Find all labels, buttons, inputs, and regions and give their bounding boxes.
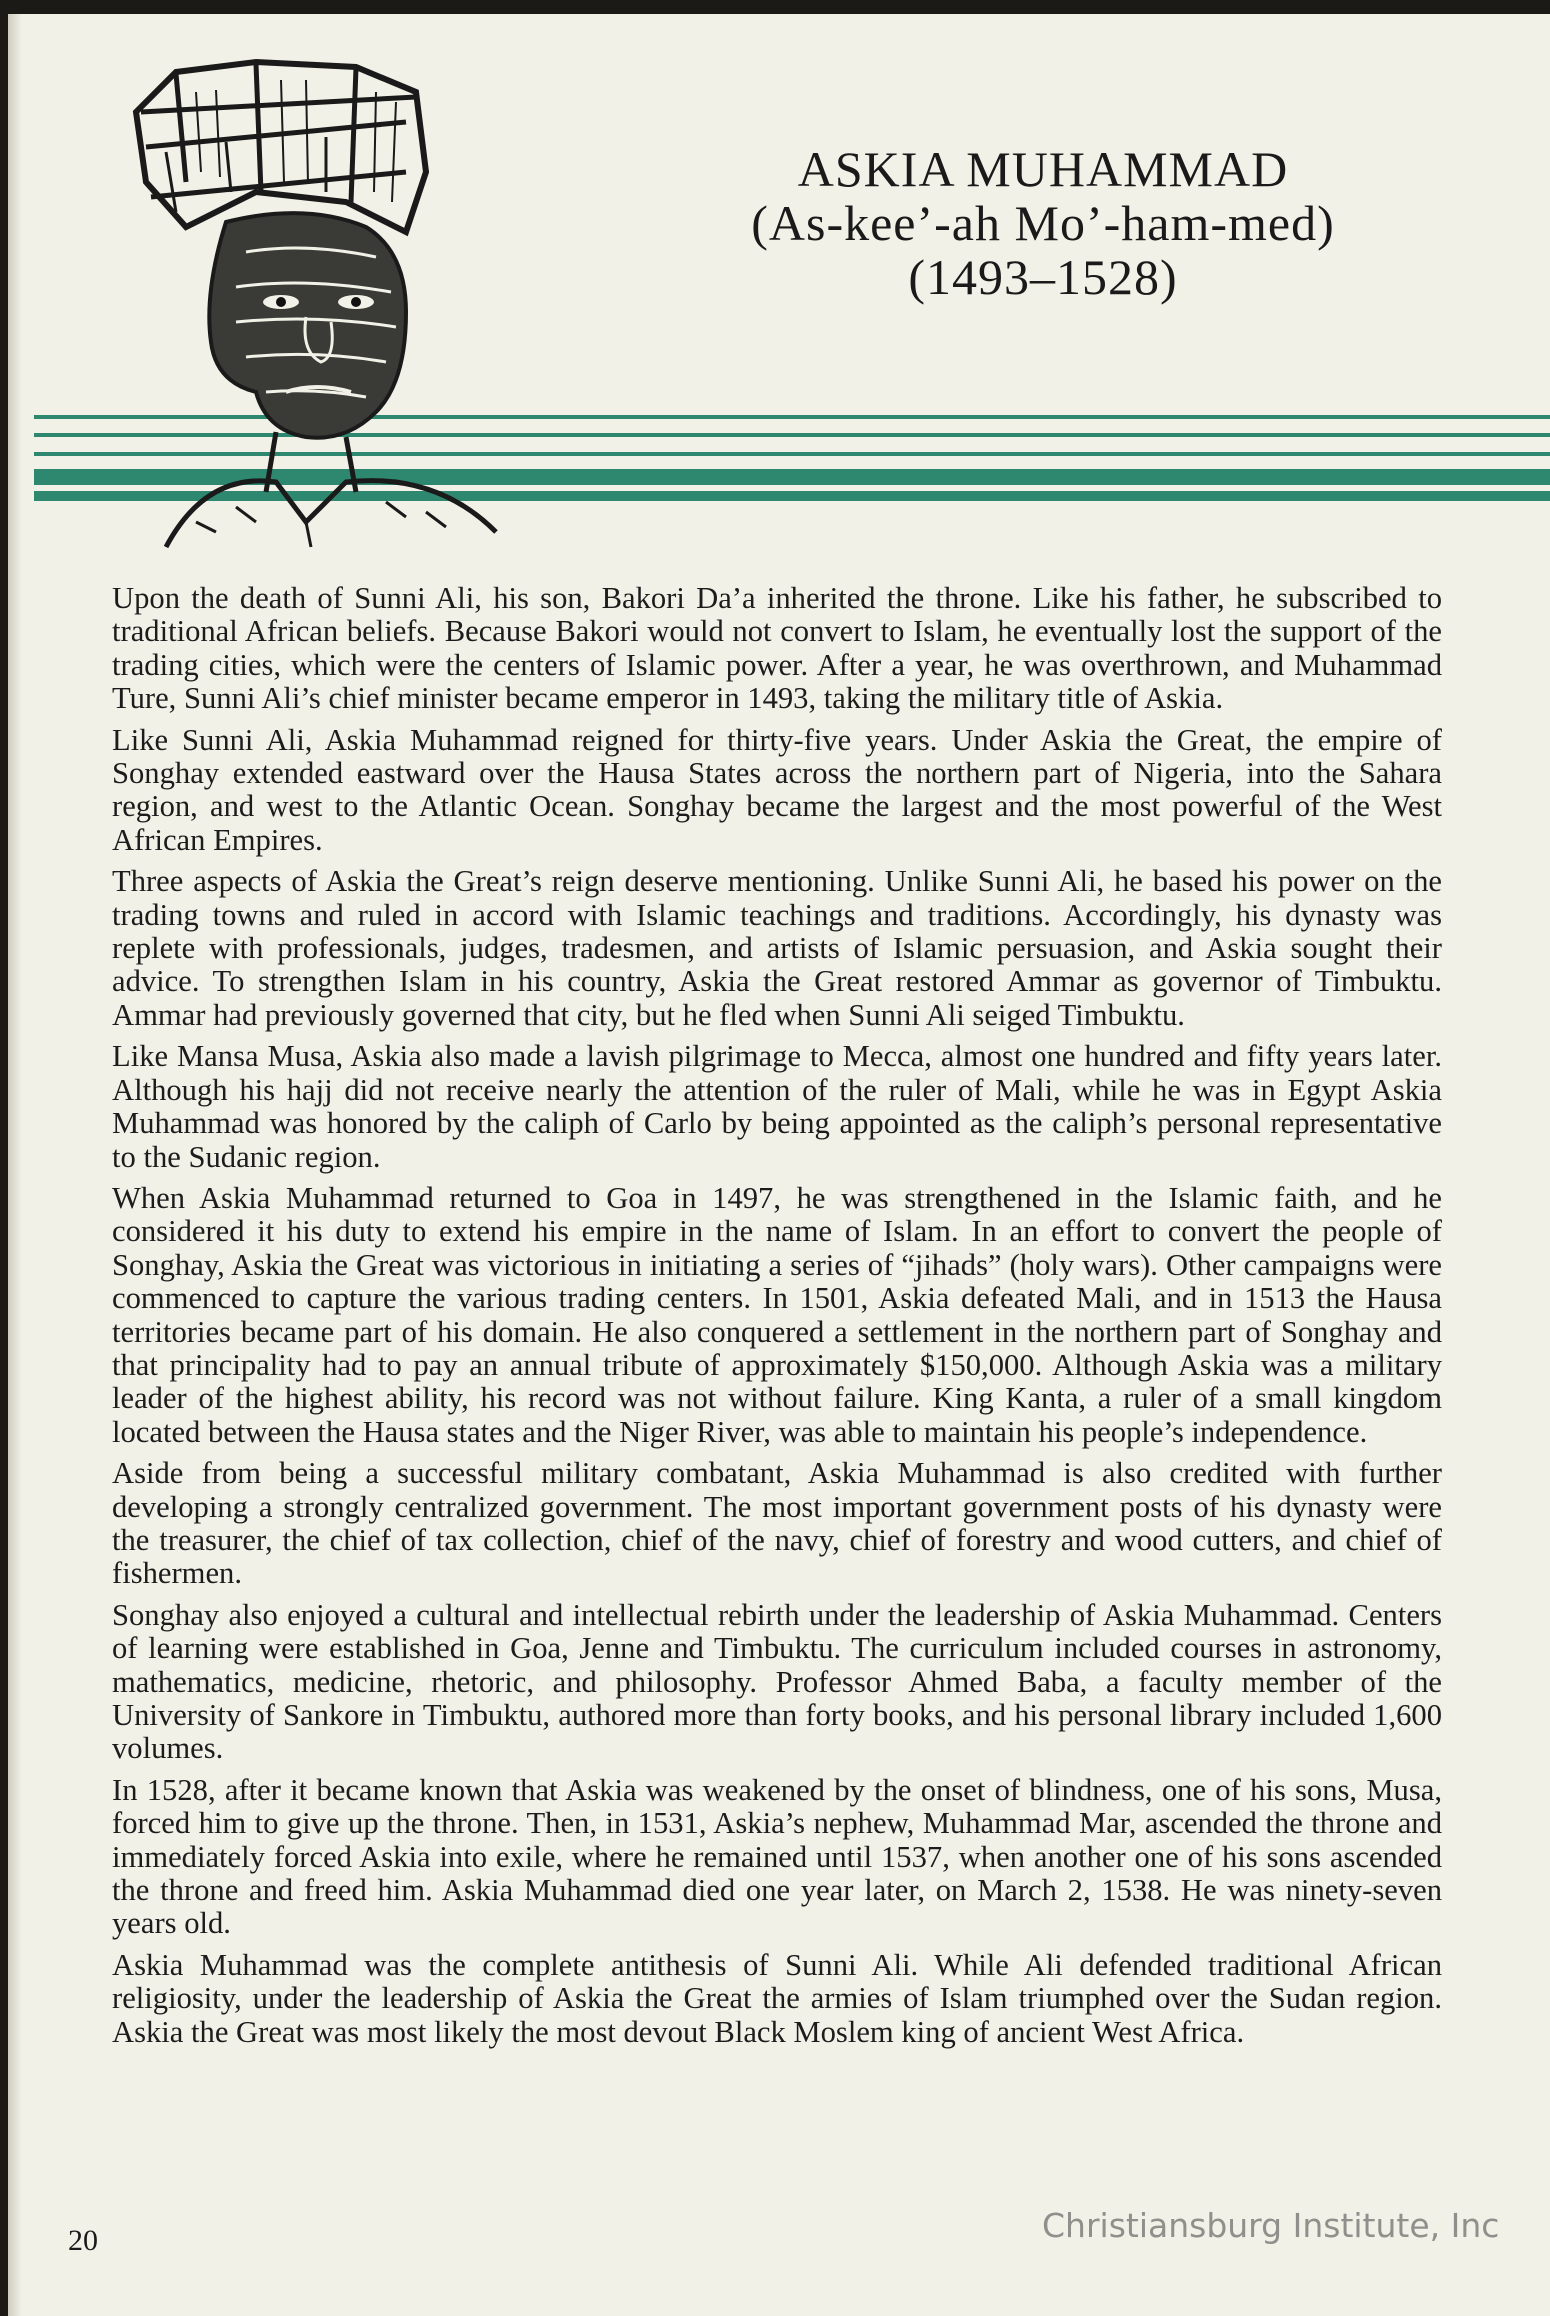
page-number: 20: [68, 2224, 98, 2257]
watermark: Christiansburg Institute, Inc: [1042, 2206, 1500, 2245]
paragraph-6: Aside from being a successful military combatant, Askia Muhammad is also credited with further developing a strongly centralized government. The most important government posts of his dynasty were the treasurer, the chief of tax collection, chief of the navy, chief of forestry and wood cutters, and chief of fishermen.: [112, 1456, 1442, 1591]
article-body: [112, 582, 1442, 2057]
page-title: ASKIA MUHAMMAD: [797, 141, 1289, 197]
paragraph-9: Askia Muhammad was the complete antithesis of Sunni Ali. While Ali defended traditional African religiosity, under the leadership of Askia the Great the armies of Islam triumphed over the Sudan region. Askia the Great was most likely the most devout Black Moslem king of ancient West Africa.: [112, 1947, 1442, 2049]
paragraph-2: Like Sunni Ali, Askia Muhammad reigned for thirty-five years. Under Askia the Great, the empire of Songhay extended eastward over the Hausa States across the northern part of Nigeria, into the Sahara region, and west to the Atlantic Ocean. Songhay became the largest and the most powerful of the West African Empires.: [112, 722, 1442, 857]
page-edge-shadow: [8, 14, 22, 2316]
paragraph-3: Three aspects of Askia the Great’s reign deserve mentioning. Unlike Sunni Ali, he based his power on the trading towns and ruled in accord with Islamic teachings and traditions. Accordingly, his dynasty was replete with professionals, judges, tradesmen, and artists of Islamic persuasion, and Askia sought their advice. To strengthen Islam in his country, Askia the Great restored Ammar as governor of Timbuktu. Ammar had previously governed that city, but he fled when Sunni Ali seiged Timbuktu.: [112, 864, 1442, 1032]
paragraph-4: Like Mansa Musa, Askia also made a lavish pilgrimage to Mecca, almost one hundred and fifty years later. Although his hajj did not receive nearly the attention of the ruler of Mali, while he was in Egypt Askia Muhammad was honored by the caliph of Carlo by being appointed as the caliph’s personal representative to the Sudanic region.: [112, 1039, 1442, 1174]
paragraph-7: Songhay also enjoyed a cultural and intellectual rebirth under the leadership of Askia Muhammad. Centers of learning were established in Goa, Jenne and Timbuktu. The curriculum included courses in astronomy, mathematics, medicine, rhetoric, and philosophy. Professor Ahmed Baba, a faculty member of the University of Sankore in Timbuktu, authored more than forty books, and his personal library included 1,600 volumes.: [112, 1597, 1442, 1766]
paragraph-8: In 1528, after it became known that Askia was weakened by the onset of blindness, one of his sons, Musa, forced him to give up the throne. Then, in 1531, Askia’s nephew, Muhammad Mar, ascended the throne and immediately forced Askia into exile, where he remained until 1537, when another one of his sons ascended the throne and freed him. Askia Muhammad died one year later, on March 2, 1538. He was ninety-seven years old.: [112, 1772, 1442, 1941]
title-block: [568, 142, 1518, 304]
portrait-illustration-icon: [106, 52, 586, 552]
paragraph-5: When Askia Muhammad returned to Goa in 1497, he was strengthened in the Islamic faith, and he considered it his duty to extend his empire in the name of Islam. In an effort to convert the people of Songhay, Askia the Great was victorious in initiating a series of “jihads” (holy wars). Other campaigns were commenced to capture the various trading centers. In 1501, Askia defeated Mali, and in 1513 the Hausa territories became part of his domain. He also conquered a settlement in the northern part of Songhay and that principality had to pay an annual tribute of approximately $150,000. Although Askia was a military leader of the highest ability, his record was not without failure. King Kanta, a ruler of a small kingdom located between the Hausa states and the Niger River, was able to maintain his people’s independence.: [112, 1180, 1442, 1449]
reign-years: (1493–1528): [908, 249, 1178, 305]
page: [8, 14, 1550, 2316]
paragraph-1: Upon the death of Sunni Ali, his son, Bakori Da’a inherited the throne. Like his father, he subscribed to traditional African beliefs. Because Bakori would not convert to Islam, he eventually lost the support of the trading cities, which were the centers of Islamic power. After a year, he was overthrown, and Muhammad Ture, Sunni Ali’s chief minister became emperor in 1493, taking the military title of Askia.: [112, 581, 1442, 716]
pronunciation: (As-kee’-ah Mo’-ham-med): [751, 195, 1335, 251]
